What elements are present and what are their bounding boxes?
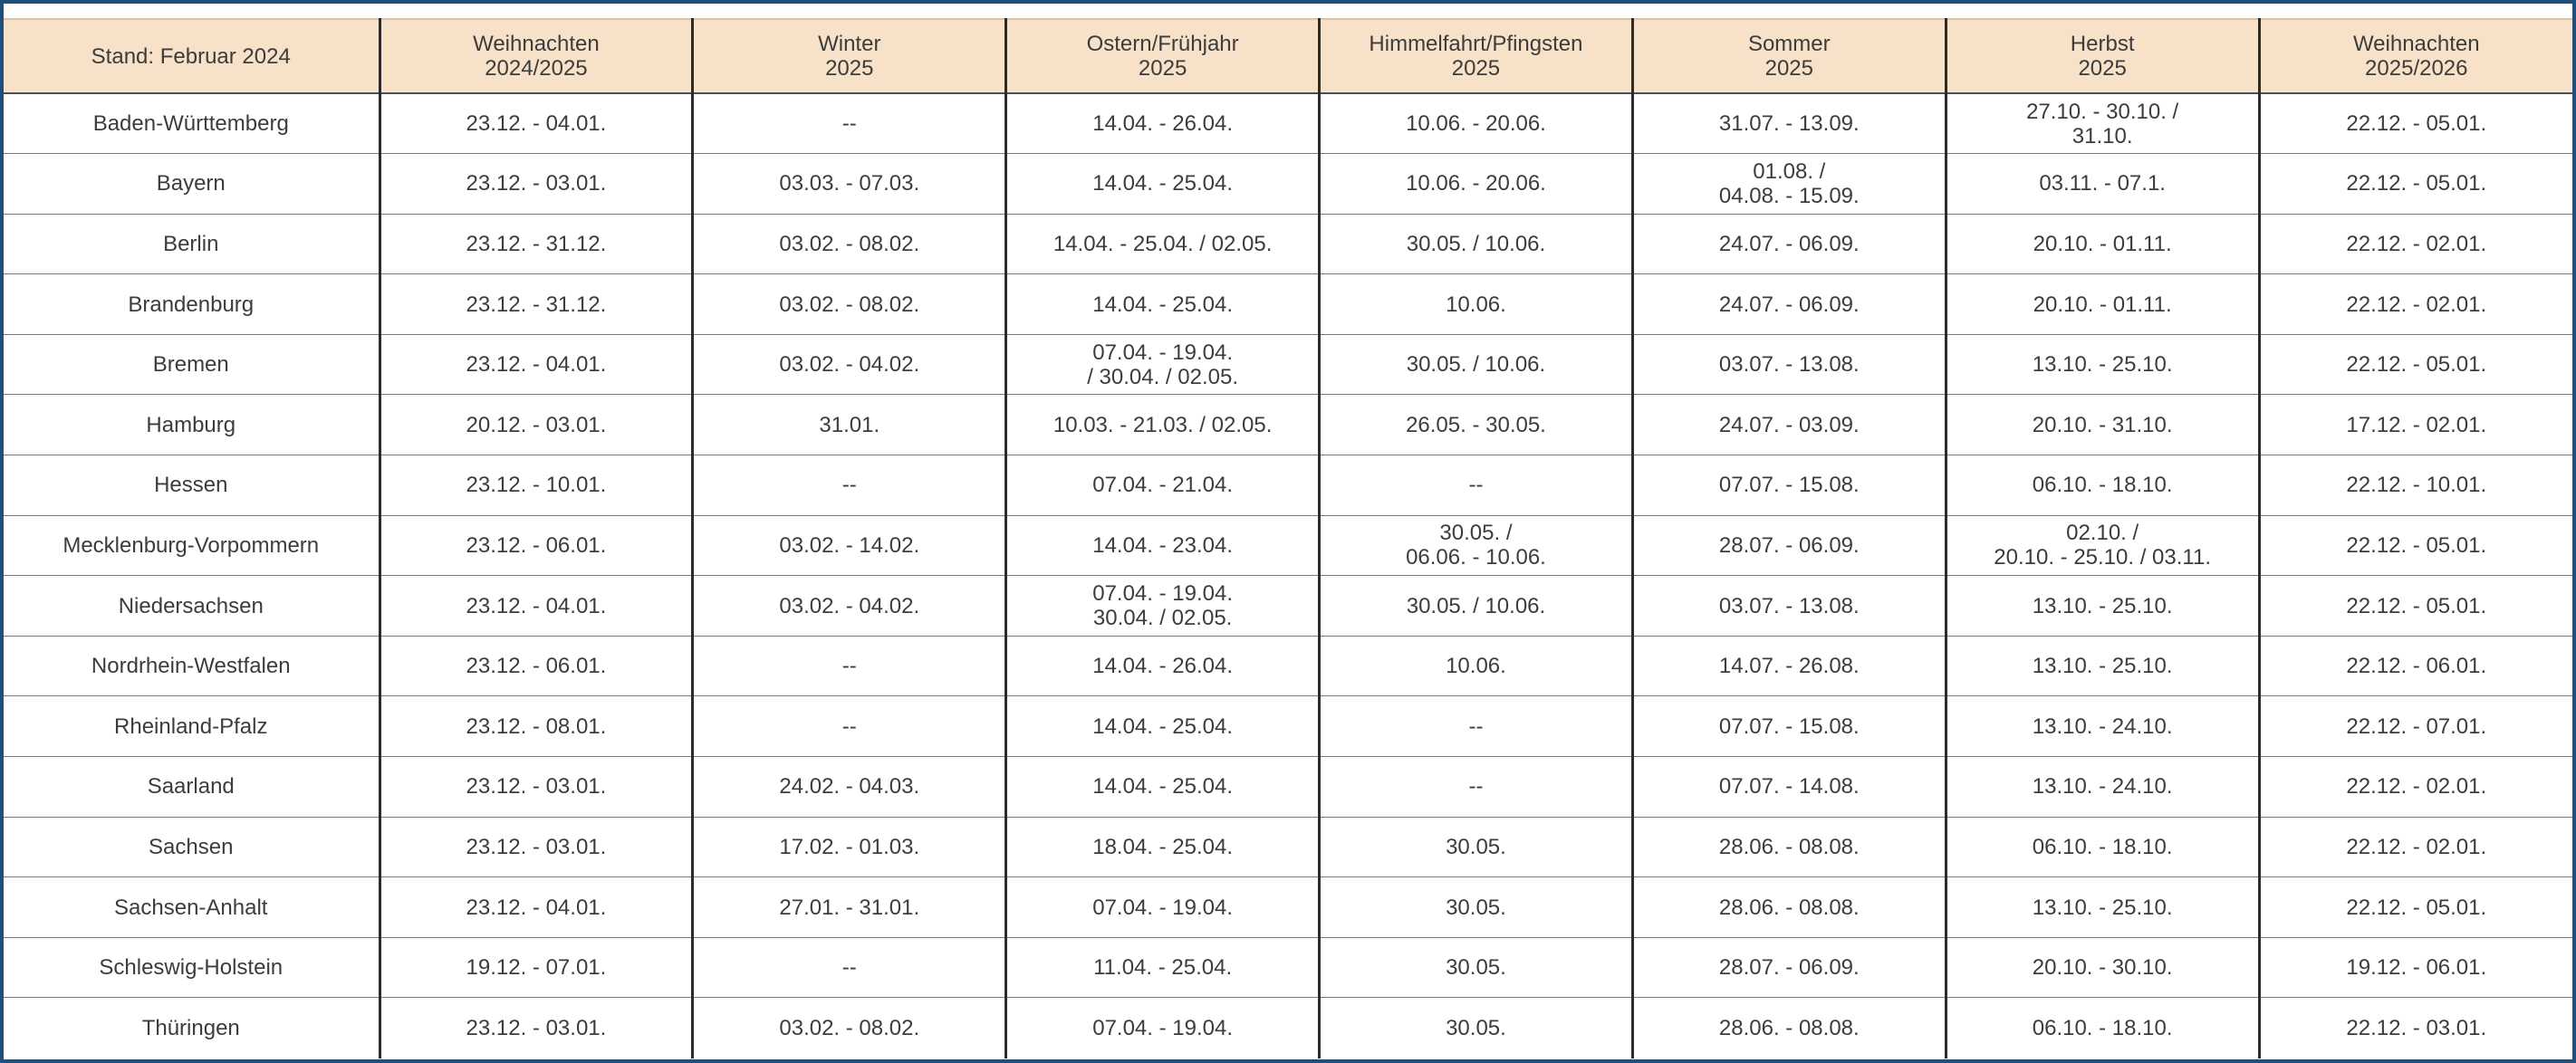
holiday-period-cell: 07.04. - 19.04. bbox=[1006, 877, 1320, 938]
holiday-period-cell: 28.06. - 08.08. bbox=[1632, 998, 1946, 1058]
holiday-period-cell: 26.05. - 30.05. bbox=[1320, 395, 1633, 455]
holiday-period-cell: -- bbox=[693, 636, 1006, 696]
table-row bbox=[4, 455, 2572, 516]
holiday-period-cell: 23.12. - 06.01. bbox=[380, 515, 693, 576]
table-row bbox=[4, 274, 2572, 335]
holiday-period-cell: 30.05. bbox=[1320, 817, 1633, 877]
column-header-winter: Winter 2025 bbox=[693, 19, 1006, 93]
holiday-period-cell: 30.05. bbox=[1320, 877, 1633, 938]
holiday-period-cell: 22.12. - 03.01. bbox=[2259, 998, 2572, 1058]
holiday-period-cell: 20.10. - 01.11. bbox=[1946, 214, 2259, 274]
state-name-cell: Bremen bbox=[4, 334, 380, 395]
holiday-period-cell: 20.10. - 30.10. bbox=[1946, 937, 2259, 998]
holiday-period-cell: -- bbox=[1320, 696, 1633, 757]
table-row bbox=[4, 154, 2572, 215]
holiday-period-cell: 07.04. - 19.04. bbox=[1006, 998, 1320, 1058]
holiday-period-cell: 23.12. - 08.01. bbox=[380, 696, 693, 757]
holiday-period-cell: 28.07. - 06.09. bbox=[1632, 515, 1946, 576]
holiday-period-cell: 23.12. - 31.12. bbox=[380, 214, 693, 274]
state-name-cell: Sachsen bbox=[4, 817, 380, 877]
holiday-period-cell: 24.07. - 06.09. bbox=[1632, 214, 1946, 274]
holiday-period-cell: 03.02. - 14.02. bbox=[693, 515, 1006, 576]
holiday-period-cell: 23.12. - 04.01. bbox=[380, 334, 693, 395]
holiday-period-cell: 28.07. - 06.09. bbox=[1632, 937, 1946, 998]
holiday-period-cell: 14.04. - 25.04. bbox=[1006, 154, 1320, 215]
holiday-period-cell: 24.07. - 03.09. bbox=[1632, 395, 1946, 455]
holiday-period-cell: 03.02. - 08.02. bbox=[693, 998, 1006, 1058]
holiday-period-cell: 28.06. - 08.08. bbox=[1632, 817, 1946, 877]
holiday-period-cell: 22.12. - 07.01. bbox=[2259, 696, 2572, 757]
holiday-period-cell: 07.07. - 15.08. bbox=[1632, 455, 1946, 516]
holiday-period-cell: 20.10. - 31.10. bbox=[1946, 395, 2259, 455]
holiday-period-cell: 13.10. - 25.10. bbox=[1946, 877, 2259, 938]
state-name-cell: Hamburg bbox=[4, 395, 380, 455]
holiday-period-cell: 30.05. / 06.06. - 10.06. bbox=[1320, 515, 1633, 576]
holiday-period-cell: 03.07. - 13.08. bbox=[1632, 334, 1946, 395]
holiday-period-cell: 22.12. - 02.01. bbox=[2259, 817, 2572, 877]
holiday-period-cell: 10.06. - 20.06. bbox=[1320, 154, 1633, 215]
holiday-period-cell: 24.07. - 06.09. bbox=[1632, 274, 1946, 335]
holiday-period-cell: 14.04. - 25.04. bbox=[1006, 696, 1320, 757]
table-row bbox=[4, 877, 2572, 938]
holiday-period-cell: 22.12. - 02.01. bbox=[2259, 214, 2572, 274]
holiday-period-cell: 03.02. - 04.02. bbox=[693, 576, 1006, 637]
table-row bbox=[4, 636, 2572, 696]
holiday-period-cell: 30.05. bbox=[1320, 998, 1633, 1058]
holiday-period-cell: 27.01. - 31.01. bbox=[693, 877, 1006, 938]
holiday-period-cell: -- bbox=[693, 696, 1006, 757]
holiday-period-cell: 07.07. - 15.08. bbox=[1632, 696, 1946, 757]
holiday-period-cell: 22.12. - 06.01. bbox=[2259, 636, 2572, 696]
holiday-period-cell: 18.04. - 25.04. bbox=[1006, 817, 1320, 877]
holiday-period-cell: 03.07. - 13.08. bbox=[1632, 576, 1946, 637]
holiday-period-cell: 06.10. - 18.10. bbox=[1946, 455, 2259, 516]
column-header-summer: Sommer 2025 bbox=[1632, 19, 1946, 93]
holiday-period-cell: 03.03. - 07.03. bbox=[693, 154, 1006, 215]
holiday-period-cell: 10.06. - 20.06. bbox=[1320, 93, 1633, 154]
column-header-christmas-2024: Weihnachten 2024/2025 bbox=[380, 19, 693, 93]
table-row bbox=[4, 334, 2572, 395]
table-row bbox=[4, 817, 2572, 877]
holiday-period-cell: 27.10. - 30.10. / 31.10. bbox=[1946, 93, 2259, 154]
holiday-period-cell: 01.08. / 04.08. - 15.09. bbox=[1632, 154, 1946, 215]
holiday-period-cell: 19.12. - 07.01. bbox=[380, 937, 693, 998]
holiday-period-cell: 14.04. - 26.04. bbox=[1006, 636, 1320, 696]
state-name-cell: Rheinland-Pfalz bbox=[4, 696, 380, 757]
holiday-period-cell: 07.04. - 19.04. 30.04. / 02.05. bbox=[1006, 576, 1320, 637]
holiday-period-cell: 02.10. / 20.10. - 25.10. / 03.11. bbox=[1946, 515, 2259, 576]
state-name-cell: Schleswig-Holstein bbox=[4, 937, 380, 998]
column-header-christmas-2025: Weihnachten 2025/2026 bbox=[2259, 19, 2572, 93]
table-row bbox=[4, 998, 2572, 1058]
holiday-period-cell: 23.12. - 03.01. bbox=[380, 817, 693, 877]
holiday-period-cell: 28.06. - 08.08. bbox=[1632, 877, 1946, 938]
holiday-period-cell: 22.12. - 05.01. bbox=[2259, 334, 2572, 395]
table-row bbox=[4, 576, 2572, 637]
school-holidays-table bbox=[4, 18, 2572, 1058]
holiday-period-cell: 14.07. - 26.08. bbox=[1632, 636, 1946, 696]
holiday-period-cell: 30.05. / 10.06. bbox=[1320, 334, 1633, 395]
holiday-period-cell: 13.10. - 25.10. bbox=[1946, 334, 2259, 395]
holiday-period-cell: 30.05. / 10.06. bbox=[1320, 576, 1633, 637]
column-header-easter: Ostern/Frühjahr 2025 bbox=[1006, 19, 1320, 93]
holiday-period-cell: 03.02. - 08.02. bbox=[693, 214, 1006, 274]
table-row bbox=[4, 696, 2572, 757]
holiday-period-cell: 23.12. - 10.01. bbox=[380, 455, 693, 516]
state-name-cell: Mecklenburg-Vorpommern bbox=[4, 515, 380, 576]
holiday-period-cell: 23.12. - 03.01. bbox=[380, 757, 693, 818]
holiday-period-cell: 14.04. - 25.04. bbox=[1006, 274, 1320, 335]
holiday-period-cell: 11.04. - 25.04. bbox=[1006, 937, 1320, 998]
holiday-period-cell: 17.02. - 01.03. bbox=[693, 817, 1006, 877]
holiday-period-cell: 30.05. / 10.06. bbox=[1320, 214, 1633, 274]
holiday-period-cell: 13.10. - 25.10. bbox=[1946, 636, 2259, 696]
holiday-period-cell: 22.12. - 02.01. bbox=[2259, 757, 2572, 818]
holiday-period-cell: 07.04. - 21.04. bbox=[1006, 455, 1320, 516]
table-row bbox=[4, 515, 2572, 576]
holiday-period-cell: 20.12. - 03.01. bbox=[380, 395, 693, 455]
holiday-period-cell: 22.12. - 05.01. bbox=[2259, 576, 2572, 637]
column-header-autumn: Herbst 2025 bbox=[1946, 19, 2259, 93]
holiday-period-cell: 07.04. - 19.04. / 30.04. / 02.05. bbox=[1006, 334, 1320, 395]
state-name-cell: Baden-Württemberg bbox=[4, 93, 380, 154]
table-row bbox=[4, 93, 2572, 154]
holiday-period-cell: 03.02. - 08.02. bbox=[693, 274, 1006, 335]
holiday-period-cell: 14.04. - 26.04. bbox=[1006, 93, 1320, 154]
holiday-period-cell: 03.11. - 07.1. bbox=[1946, 154, 2259, 215]
holiday-period-cell: 14.04. - 23.04. bbox=[1006, 515, 1320, 576]
holiday-period-cell: 14.04. - 25.04. / 02.05. bbox=[1006, 214, 1320, 274]
state-name-cell: Brandenburg bbox=[4, 274, 380, 335]
holiday-period-cell: -- bbox=[693, 93, 1006, 154]
holiday-period-cell: 10.03. - 21.03. / 02.05. bbox=[1006, 395, 1320, 455]
column-header-ascension-pentecost: Himmelfahrt/Pfingsten 2025 bbox=[1320, 19, 1633, 93]
holiday-period-cell: 13.10. - 24.10. bbox=[1946, 757, 2259, 818]
holiday-period-cell: 23.12. - 03.01. bbox=[380, 154, 693, 215]
holiday-period-cell: 30.05. bbox=[1320, 937, 1633, 998]
holiday-period-cell: -- bbox=[693, 937, 1006, 998]
holiday-period-cell: 22.12. - 05.01. bbox=[2259, 515, 2572, 576]
table-body bbox=[4, 93, 2572, 1058]
table-header bbox=[4, 19, 2572, 93]
state-name-cell: Bayern bbox=[4, 154, 380, 215]
holiday-period-cell: 14.04. - 25.04. bbox=[1006, 757, 1320, 818]
header-row bbox=[4, 19, 2572, 93]
holiday-period-cell: 17.12. - 02.01. bbox=[2259, 395, 2572, 455]
holiday-period-cell: 13.10. - 24.10. bbox=[1946, 696, 2259, 757]
holiday-period-cell: 13.10. - 25.10. bbox=[1946, 576, 2259, 637]
table-row bbox=[4, 757, 2572, 818]
holiday-period-cell: 23.12. - 03.01. bbox=[380, 998, 693, 1058]
state-name-cell: Saarland bbox=[4, 757, 380, 818]
table-row bbox=[4, 937, 2572, 998]
holiday-period-cell: 03.02. - 04.02. bbox=[693, 334, 1006, 395]
holiday-period-cell: 23.12. - 31.12. bbox=[380, 274, 693, 335]
holiday-period-cell: -- bbox=[1320, 455, 1633, 516]
holiday-period-cell: 22.12. - 02.01. bbox=[2259, 274, 2572, 335]
holiday-period-cell: 31.07. - 13.09. bbox=[1632, 93, 1946, 154]
holiday-period-cell: 31.01. bbox=[693, 395, 1006, 455]
corner-label: Stand: Februar 2024 bbox=[4, 19, 380, 93]
state-name-cell: Hessen bbox=[4, 455, 380, 516]
state-name-cell: Niedersachsen bbox=[4, 576, 380, 637]
holiday-period-cell: 23.12. - 04.01. bbox=[380, 93, 693, 154]
holiday-period-cell: 23.12. - 06.01. bbox=[380, 636, 693, 696]
table-row bbox=[4, 395, 2572, 455]
holiday-period-cell: 24.02. - 04.03. bbox=[693, 757, 1006, 818]
table-row bbox=[4, 214, 2572, 274]
holiday-period-cell: 22.12. - 10.01. bbox=[2259, 455, 2572, 516]
holiday-period-cell: 10.06. bbox=[1320, 636, 1633, 696]
holiday-period-cell: -- bbox=[693, 455, 1006, 516]
holiday-period-cell: 23.12. - 04.01. bbox=[380, 877, 693, 938]
holiday-period-cell: 22.12. - 05.01. bbox=[2259, 93, 2572, 154]
holiday-period-cell: 22.12. - 05.01. bbox=[2259, 154, 2572, 215]
holiday-period-cell: 19.12. - 06.01. bbox=[2259, 937, 2572, 998]
state-name-cell: Berlin bbox=[4, 214, 380, 274]
holiday-period-cell: 10.06. bbox=[1320, 274, 1633, 335]
holiday-period-cell: -- bbox=[1320, 757, 1633, 818]
holiday-period-cell: 20.10. - 01.11. bbox=[1946, 274, 2259, 335]
holiday-period-cell: 22.12. - 05.01. bbox=[2259, 877, 2572, 938]
holiday-period-cell: 06.10. - 18.10. bbox=[1946, 817, 2259, 877]
holiday-period-cell: 07.07. - 14.08. bbox=[1632, 757, 1946, 818]
state-name-cell: Thüringen bbox=[141, 1015, 240, 1040]
holiday-period-cell: 06.10. - 18.10. bbox=[1946, 998, 2259, 1058]
state-name-cell: Nordrhein-Westfalen bbox=[4, 636, 380, 696]
state-name-cell: Sachsen-Anhalt bbox=[4, 877, 380, 938]
holiday-period-cell: 23.12. - 04.01. bbox=[380, 576, 693, 637]
